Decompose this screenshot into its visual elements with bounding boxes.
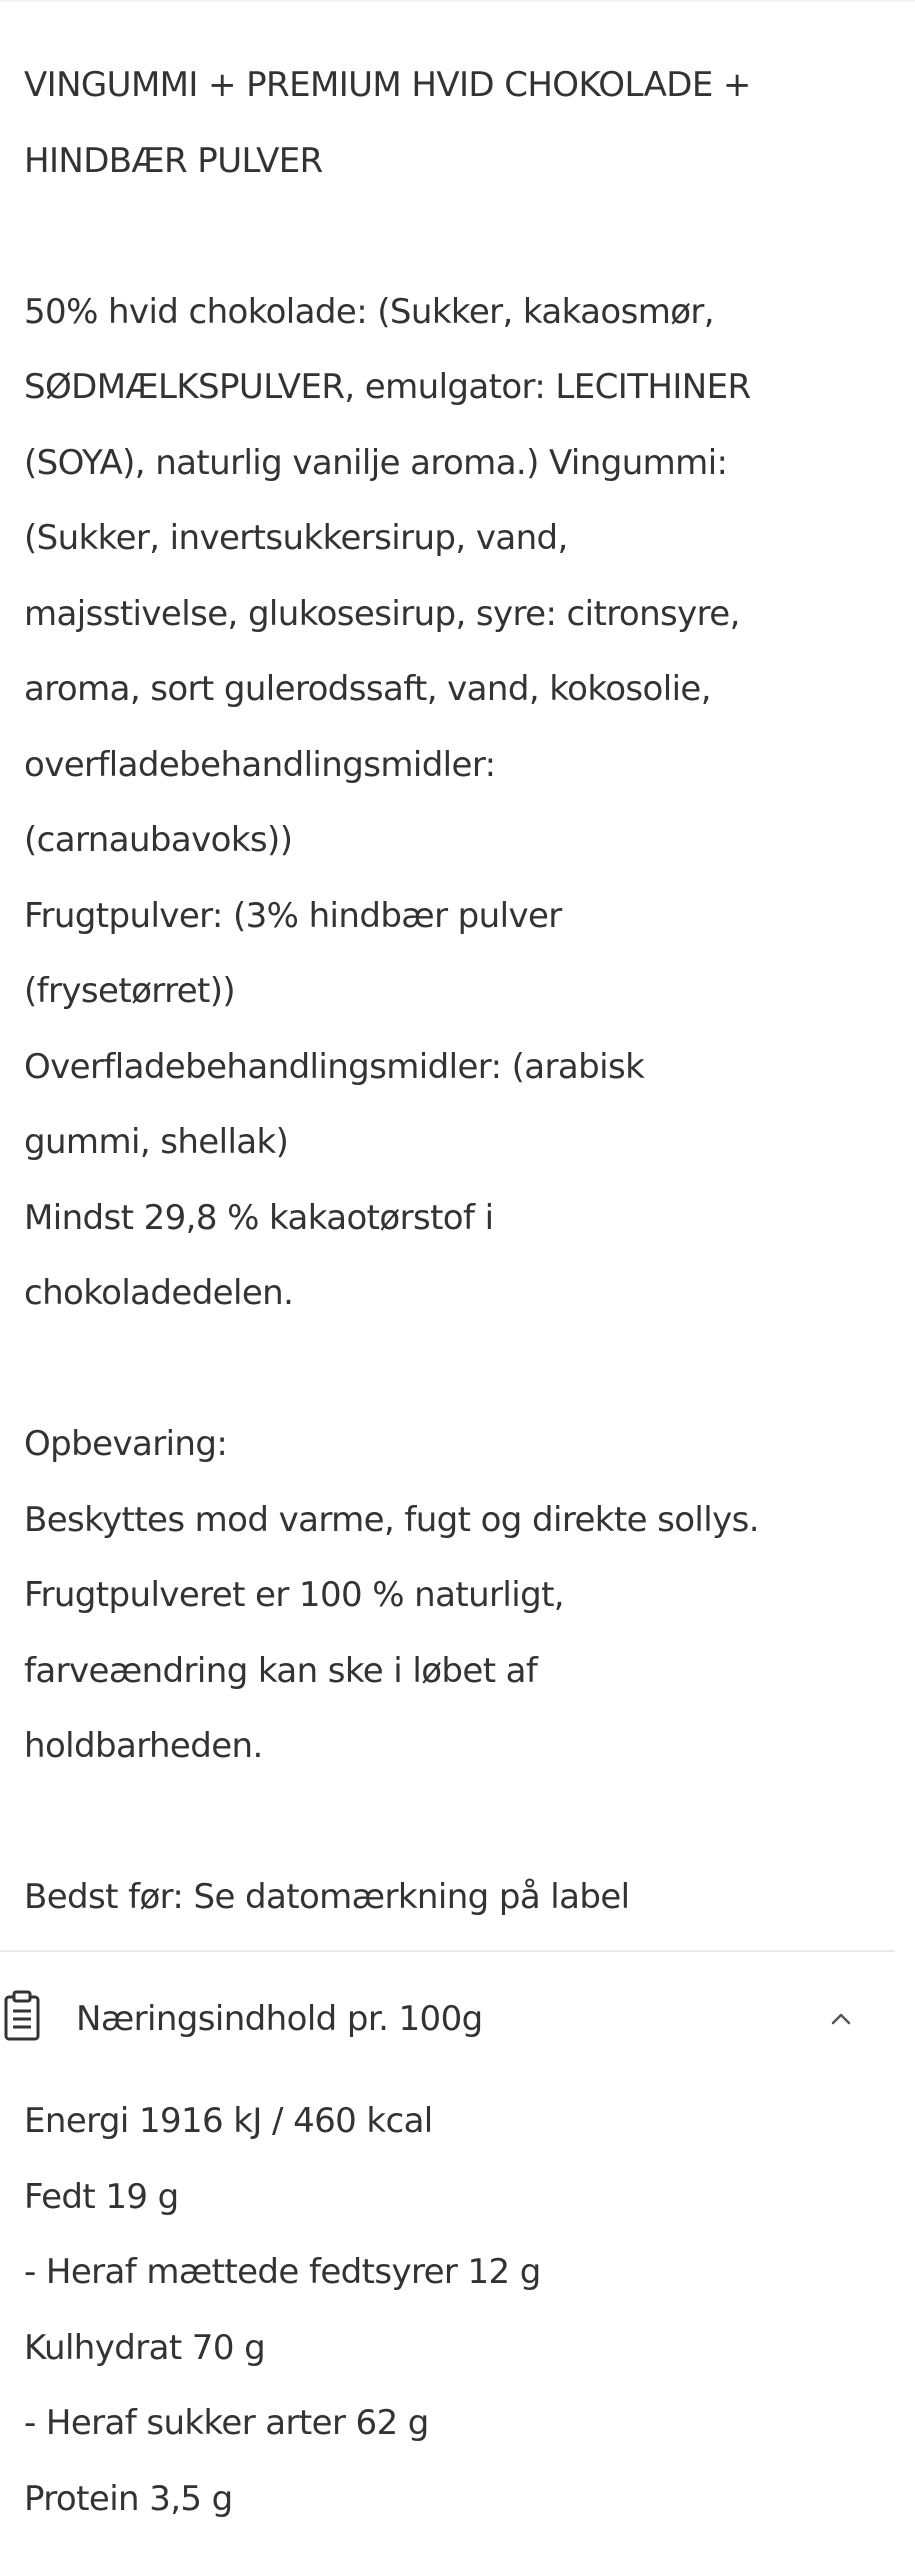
- nutrition-accordion-header[interactable]: [0, 1982, 895, 2056]
- ingredients-line: Beskyttes mod varme, fugt og direkte sollys.: [24, 1499, 759, 1540]
- nutrition-section-title: Næringsindhold pr. 100g: [76, 1999, 483, 2039]
- ingredients-line: (Sukker, invertsukkersirup, vand,: [24, 518, 568, 558]
- ingredients-line: (SOYA), naturlig vanilje aroma.) Vingummi:: [24, 442, 728, 483]
- blank-line: [24, 199, 894, 275]
- nutrition-row: Protein 3,5 g: [24, 2478, 233, 2519]
- ingredients-line: holdbarheden.: [24, 1726, 263, 1766]
- ingredients-line: (carnaubavoks)): [24, 820, 293, 860]
- nutrition-list: [24, 2084, 894, 2537]
- ingredients-line: Frugtpulveret er 100 % naturligt,: [24, 1575, 565, 1615]
- ingredients-line: (frysetørret)): [24, 971, 236, 1011]
- ingredients-line: majsstivelse, glukosesirup, syre: citronsyre,: [24, 593, 740, 634]
- ingredients-line: SØDMÆLKSPULVER, emulgator: LECITHINER: [24, 367, 751, 407]
- ingredients-line: overfladebehandlingsmidler:: [24, 744, 496, 785]
- blank-line: [24, 1785, 894, 1861]
- ingredients-text: [24, 48, 894, 1936]
- chevron-up-icon[interactable]: [826, 2004, 856, 2034]
- ingredients-line: aroma, sort gulerodssaft, vand, kokosolie,: [24, 669, 711, 709]
- ingredients-line: VINGUMMI + PREMIUM HVID CHOKOLADE +: [24, 65, 751, 105]
- section-divider: [0, 1950, 895, 1952]
- blank-line: [24, 1332, 894, 1408]
- ingredients-line: gummi, shellak): [24, 1122, 289, 1162]
- nutrition-row: Fedt 19 g: [24, 2176, 179, 2217]
- ingredients-line: chokoladedelen.: [24, 1273, 294, 1313]
- nutrition-row: Energi 1916 kJ / 460 kcal: [24, 2101, 433, 2141]
- nutrition-row: - Heraf mættede fedtsyrer 12 g: [24, 2252, 541, 2292]
- top-edge: [0, 0, 915, 2]
- ingredients-line: 50% hvid chokolade: (Sukker, kakaosmør,: [24, 291, 715, 332]
- ingredients-line: Frugtpulver: (3% hindbær pulver: [24, 895, 562, 936]
- clipboard-icon: [2, 1990, 42, 2042]
- nutrition-row: - Heraf sukker arter 62 g: [24, 2403, 429, 2443]
- best-before-text: Bedst før: Se datomærkning på label: [24, 1877, 630, 1917]
- ingredients-line: farveændring kan ske i løbet af: [24, 1650, 538, 1691]
- storage-heading: Opbevaring:: [24, 1424, 228, 1464]
- ingredients-line: Mindst 29,8 % kakaotørstof i: [24, 1197, 494, 1238]
- ingredients-line: HINDBÆR PULVER: [24, 140, 323, 181]
- ingredients-line: Overfladebehandlingsmidler: (arabisk: [24, 1046, 645, 1087]
- nutrition-row: Kulhydrat 70 g: [24, 2327, 266, 2368]
